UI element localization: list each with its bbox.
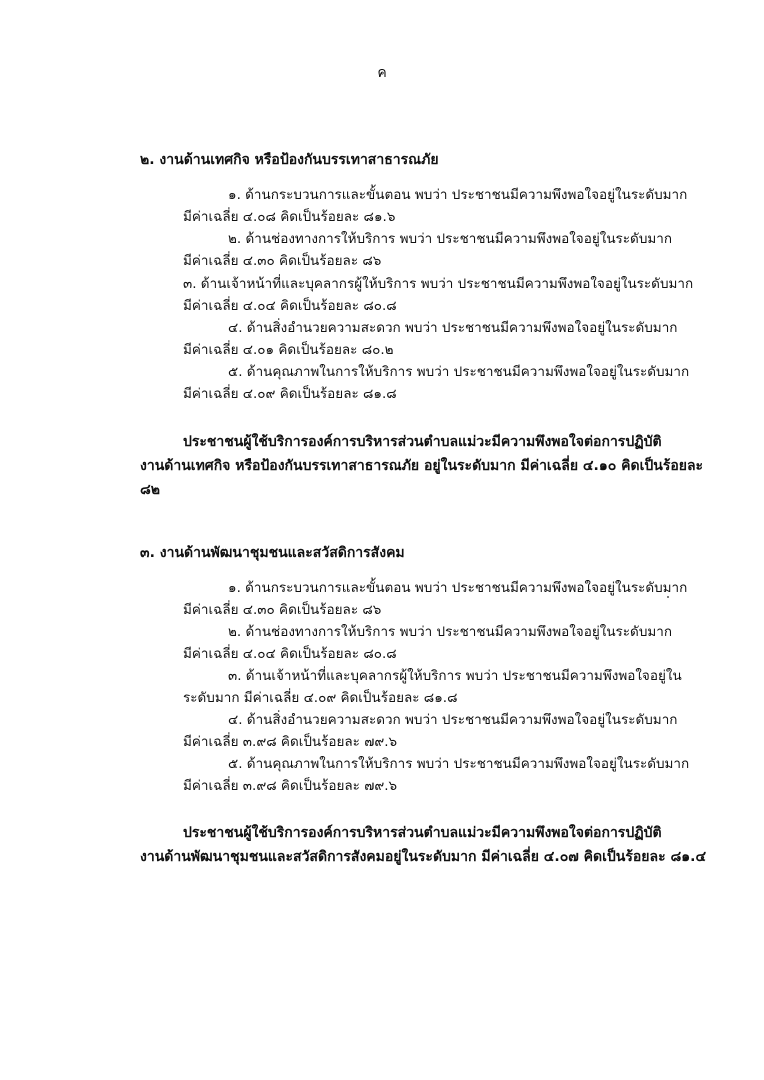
section-2-item-3-line-1: ๓. ด้านเจ้าหน้าที่และบุคลากรผู้ให้บริการ พบว่า ประชาชนมีความพึงพอใจอยู่ในระดับมาก	[183, 276, 694, 292]
section-2-item-3-line-2: มีค่าเฉลี่ย ๔.๐๔ คิดเป็นร้อยละ ๘๐.๘	[183, 298, 397, 314]
section-3-item-3-line-2: ระดับมาก มีค่าเฉลี่ย ๔.๐๙ คิดเป็นร้อยละ ๘๑.๘	[183, 690, 458, 706]
section-3-item-5-line-2: มีค่าเฉลี่ย ๓.๙๘ คิดเป็นร้อยละ ๗๙.๖	[183, 778, 398, 794]
scan-speck	[667, 596, 669, 598]
section-2-item-4-line-2: มีค่าเฉลี่ย ๔.๐๑ คิดเป็นร้อยละ ๘๐.๒	[183, 342, 394, 358]
section-2-item-2-line-2: มีค่าเฉลี่ย ๔.๓๐ คิดเป็นร้อยละ ๘๖	[183, 253, 382, 269]
section-2-item-5-line-2: มีค่าเฉลี่ย ๔.๐๙ คิดเป็นร้อยละ ๘๑.๘	[183, 386, 397, 402]
section-2-summary-line-2: งานด้านเทศกิจ หรือป้องกันบรรเทาสาธารณภัย อยู่ในระดับมาก มีค่าเฉลี่ย ๔.๑๐ คิดเป็นร้อยละ	[140, 458, 704, 474]
section-2-item-5-line-1: ๕. ด้านคุณภาพในการให้บริการ พบว่า ประชาชนมีความพึงพอใจอยู่ในระดับมาก	[228, 364, 690, 380]
section-3-item-5-line-1: ๕. ด้านคุณภาพในการให้บริการ พบว่า ประชาชนมีความพึงพอใจอยู่ในระดับมาก	[228, 756, 690, 772]
section-2-summary-line-1: ประชาชนผู้ใช้บริการองค์การบริหารส่วนตำบลแม่วะมีความพึงพอใจต่อการปฏิบัติ	[183, 434, 662, 450]
section-3-item-1-line-2: มีค่าเฉลี่ย ๔.๓๐ คิดเป็นร้อยละ ๘๖	[183, 602, 382, 618]
section-3-item-3-line-1: ๓. ด้านเจ้าหน้าที่และบุคลากรผู้ให้บริการ พบว่า ประชาชนมีความพึงพอใจอยู่ใน	[228, 668, 682, 684]
section-3-summary-line-1: ประชาชนผู้ใช้บริการองค์การบริหารส่วนตำบลแม่วะมีความพึงพอใจต่อการปฏิบัติ	[183, 825, 662, 841]
page-number: ค	[377, 65, 387, 81]
section-2-summary-line-3: ๘๒	[140, 482, 161, 498]
section-3-item-4-line-2: มีค่าเฉลี่ย ๓.๙๘ คิดเป็นร้อยละ ๗๙.๖	[183, 734, 398, 750]
section-2-item-2-line-1: ๒. ด้านช่องทางการให้บริการ พบว่า ประชาชนมีความพึงพอใจอยู่ในระดับมาก	[228, 231, 673, 247]
section-3-item-1-line-1: ๑. ด้านกระบวนการและขั้นตอน พบว่า ประชาชนมีความพึงพอใจอยู่ในระดับมาก	[228, 580, 688, 596]
section-2-item-4-line-1: ๔. ด้านสิ่งอำนวยความสะดวก พบว่า ประชาชนมีความพึงพอใจอยู่ในระดับมาก	[228, 320, 678, 336]
section-2-heading: ๒. งานด้านเทศกิจ หรือป้องกันบรรเทาสาธารณภัย	[140, 152, 439, 168]
section-3-item-2-line-2: มีค่าเฉลี่ย ๔.๐๔ คิดเป็นร้อยละ ๘๐.๘	[183, 646, 397, 662]
section-3-item-4-line-1: ๔. ด้านสิ่งอำนวยความสะดวก พบว่า ประชาชนมีความพึงพอใจอยู่ในระดับมาก	[228, 712, 678, 728]
section-2-item-1-line-2: มีค่าเฉลี่ย ๔.๐๘ คิดเป็นร้อยละ ๘๑.๖	[183, 209, 396, 225]
section-3-summary-line-2: งานด้านพัฒนาชุมชนและสวัสดิการสังคมอยู่ในระดับมาก มีค่าเฉลี่ย ๔.๐๗ คิดเป็นร้อยละ ๘๑.๔	[140, 849, 707, 865]
section-3-heading: ๓. งานด้านพัฒนาชุมชนและสวัสดิการสังคม	[140, 545, 405, 561]
section-3-item-2-line-1: ๒. ด้านช่องทางการให้บริการ พบว่า ประชาชนมีความพึงพอใจอยู่ในระดับมาก	[228, 624, 673, 640]
section-2-item-1-line-1: ๑. ด้านกระบวนการและขั้นตอน พบว่า ประชาชนมีความพึงพอใจอยู่ในระดับมาก	[228, 187, 688, 203]
